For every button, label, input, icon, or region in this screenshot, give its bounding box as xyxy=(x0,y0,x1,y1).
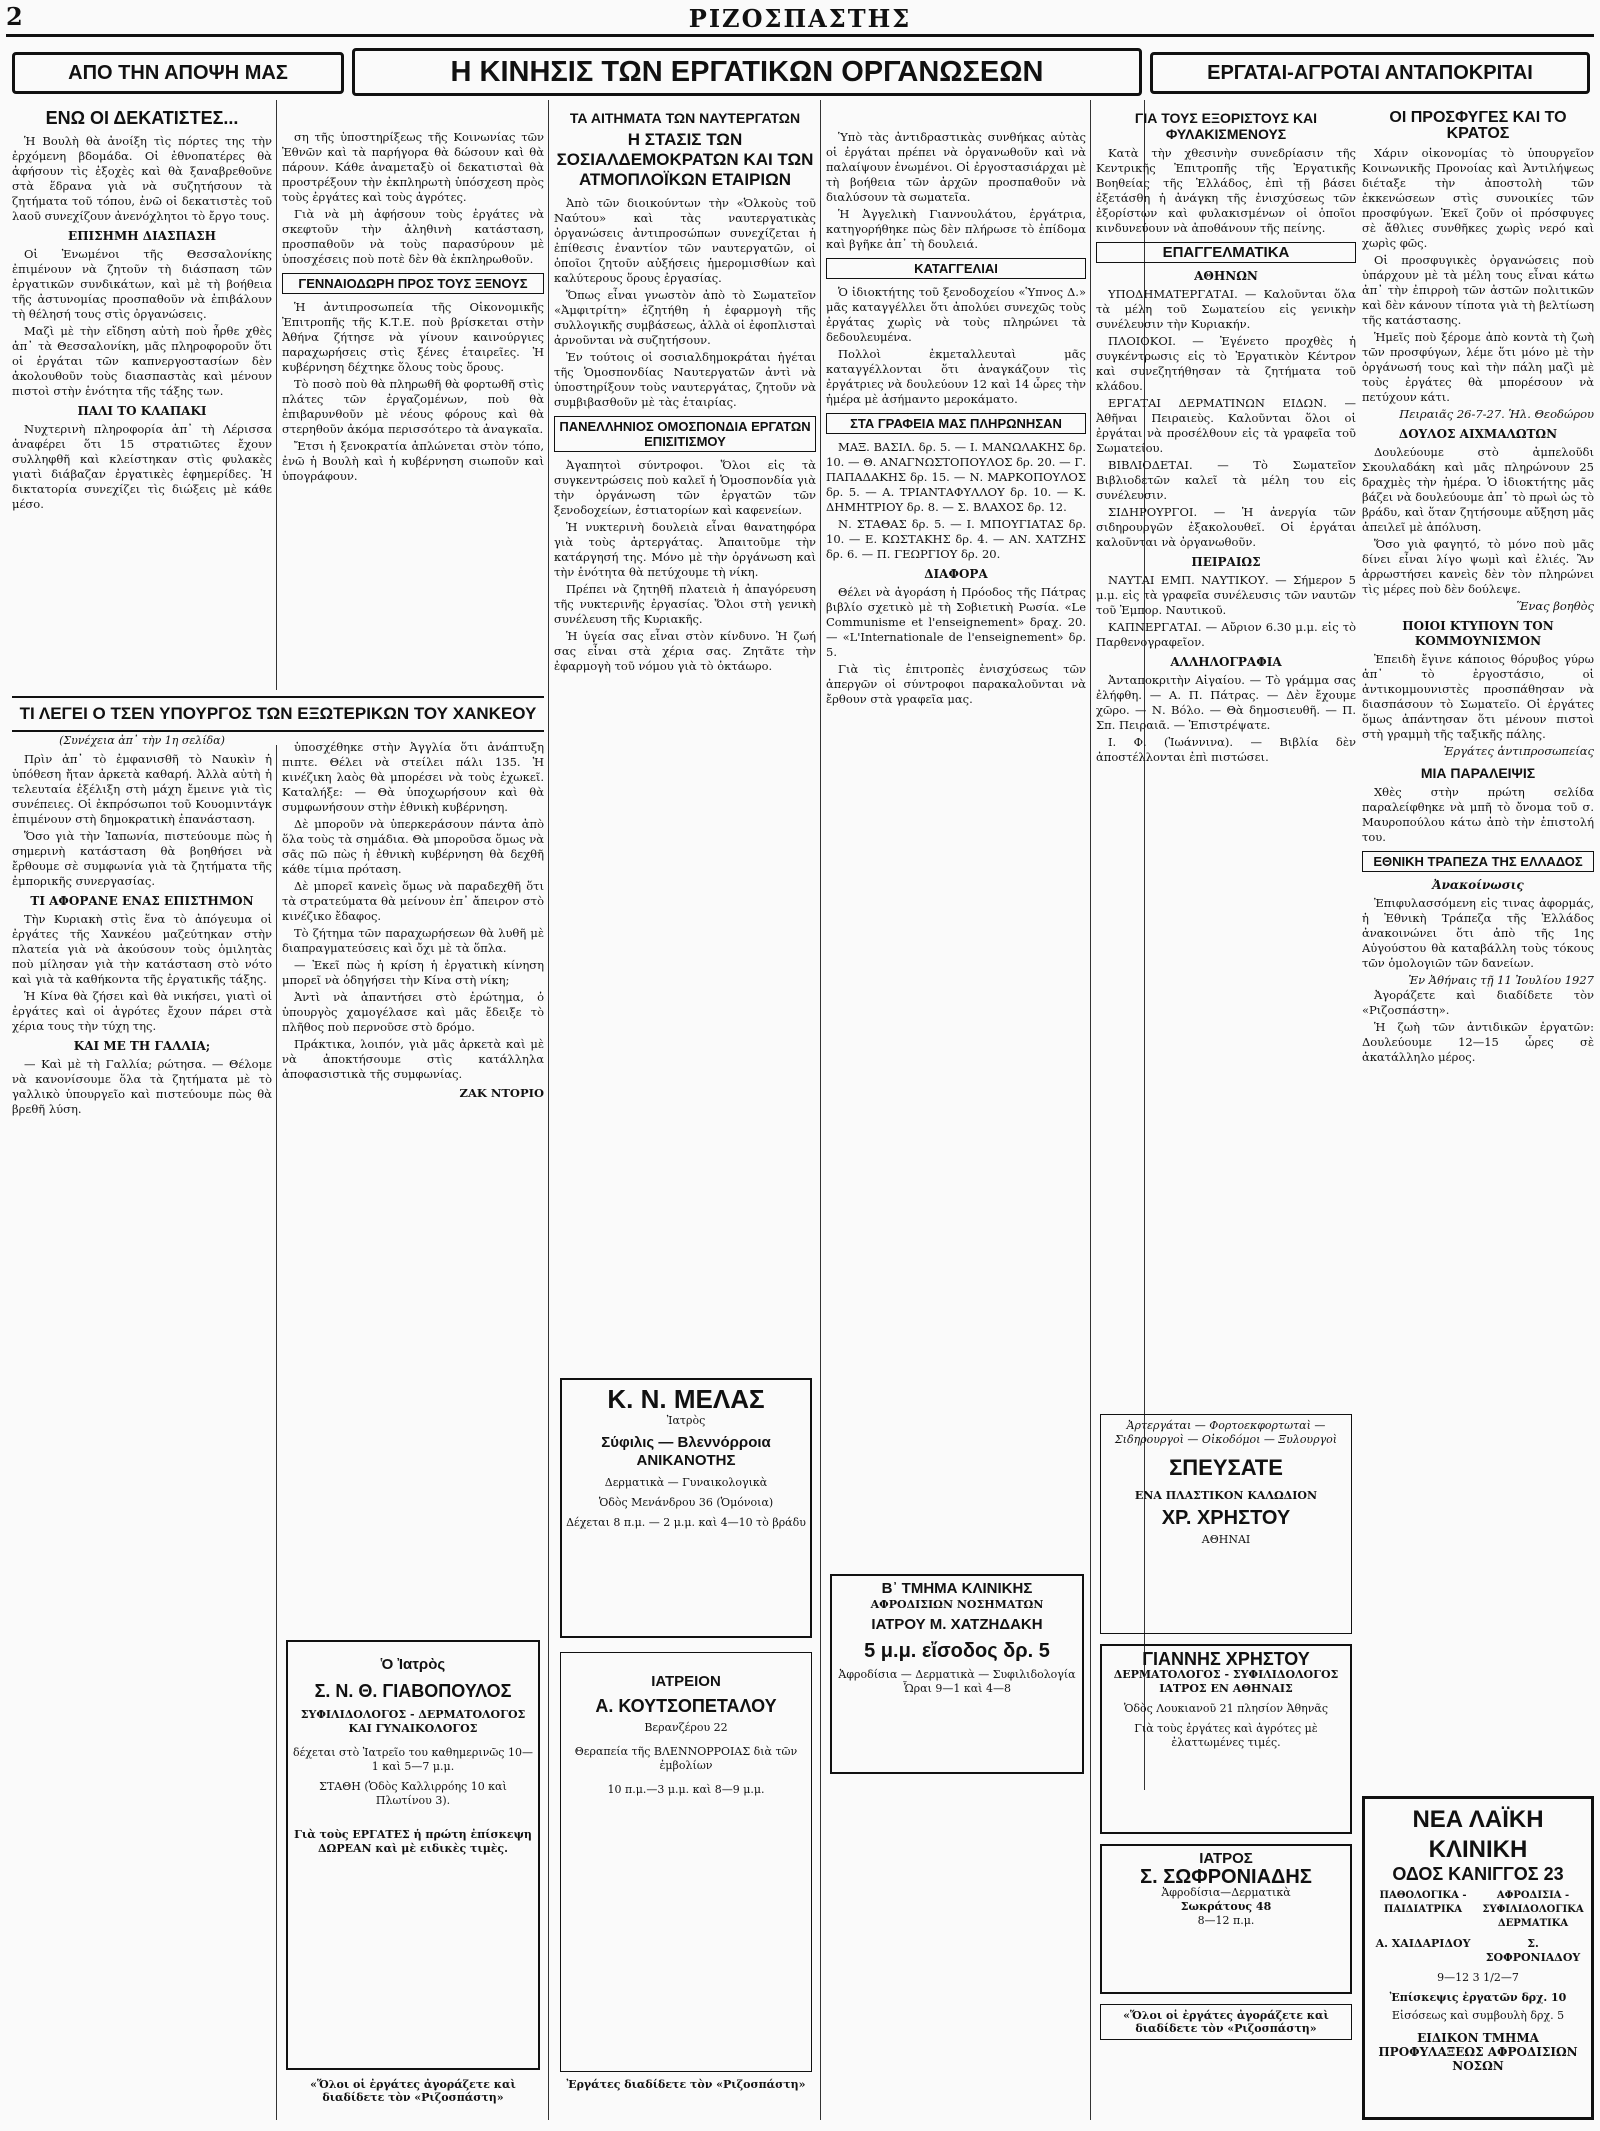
ad-line: ΣΠΕΥΣΑΤΕ xyxy=(1169,1455,1283,1480)
column-4 xyxy=(826,130,1086,1560)
paragraph: Ἡμεῖς ποὺ ξέρομε ἀπὸ κοντὰ τὴ ζωὴ τῶν προσφύγων, λέμε ὅτι μόνο μὲ τὴν ὀργάνωσή τους καὶ τὴν πάλη μαζὶ μὲ τοὺς ἐργάτες θὰ μπορέσουν νὰ πετύχουν κάτι. xyxy=(1362,330,1594,404)
paragraph: Ἡ νυκτερινὴ δουλειὰ εἶναι θανατηφόρα γιὰ τοὺς ἀρτεργάτας. Ἀπαιτοῦμε τὴν κατάργησή της. Μόνο μὲ τὴν ὀργάνωση καὶ τὴν ἑνότητα θὰ πετύχουμε τὴ νίκη. xyxy=(554,520,816,579)
signature: Ἐργάτες ἀντιπροσωπείας xyxy=(1443,744,1594,758)
signature: Ἐν Ἀθήναις τῇ 11 Ἰουλίου 1927 xyxy=(1408,973,1594,987)
paragraph: Γιὰ νὰ μὴ ἀφήσουν τοὺς ἐργάτες νὰ σκεφτοῦν τὴν ἀληθινὴ κατάσταση, προσπαθοῦν νὰ τοὺς παρασύρουν μὲ ὑποσχέσεις ποὺ ποτὲ δὲν θὰ ἐκπληρωθοῦν. xyxy=(282,207,544,266)
ad-line: Ἰατρὸς xyxy=(666,1414,706,1427)
paper-name: ΡΙΖΟΣΠΑΣΤΗΣ xyxy=(688,4,912,33)
page-number: 2 xyxy=(6,2,23,31)
ad-doctor-left: Α. ΧΑΙΔΑΡΙΔΟΥ xyxy=(1375,1937,1471,1950)
ad-line: Ὁ Ἰατρὸς xyxy=(380,1656,446,1673)
subheading: ΚΑΙ ΜΕ ΤΗ ΓΑΛΛΙΑ; xyxy=(73,1039,211,1053)
paragraph: Ἡ Ἀγγελικὴ Γιαννουλάτου, ἐργάτρια, κατηγορήθηκε πὼς δὲν πλήρωσε τὸ ἐπίδομα καὶ βγῆκε ἀπ᾽ τὴ δουλειά. xyxy=(826,207,1086,251)
ad-doctor-christou xyxy=(1100,1644,1352,1834)
ad-name: ΧΡ. ΧΡΗΣΤΟΥ xyxy=(1161,1507,1291,1529)
paragraph: ΜΑΞ. ΒΑΣΙΛ. δρ. 5. — Ι. ΜΑΝΩΛΑΚΗΣ δρ. 10. — Θ. ΑΝΑΓΝΩΣΤΟΠΟΥΛΟΣ δρ. 20. — Γ. ΠΑΠΑΔΑΚΗΣ δρ. 15. — Ν. ΜΑΡΚΟΠΟΥΛΟΣ δρ. 5. — Α. ΤΡΙΑΝΤΑΦΥΛΛΟΥ δρ. 10. — Κ. ΔΗΜΗΤΡΙΟΥ δρ. 8. — Σ. ΒΛΑΧΟΣ δρ. 12. xyxy=(826,440,1086,514)
paragraph: Ἡ ζωὴ τῶν ἀντιδικῶν ἐργατῶν: Δουλεύουμε 12—15 ὧρες σὲ ἀκατάλληλο μέρος. xyxy=(1362,1020,1594,1064)
column-1-top xyxy=(12,104,272,689)
paragraph: ΚΑΠΝΕΡΓΑΤΑΙ. — Αὔριον 6.30 μ.μ. εἰς τὸ Παρθενογραφεῖον. xyxy=(1096,620,1356,649)
paragraph: Ἔτσι ἡ ξενοκρατία ἁπλώνεται στὸν τόπο, ἐνῶ ἡ Βουλὴ καὶ ἡ κυβέρνηση σιωποῦν καὶ ὑπογράφουν. xyxy=(282,439,544,483)
paragraph: Ἡ Κίνα θὰ ζήσει καὶ θὰ νικήσει, γιατὶ οἱ ἐργάτες καὶ οἱ ἀγρότες ἔχουν πάρει στὰ χέρια τους τὴν τύχη της. xyxy=(12,989,272,1033)
ad-doctor-right: Σ. ΣΟΦΡΟΝΙΑΔΟΥ xyxy=(1485,1937,1581,1964)
paragraph: Ἡ Βουλὴ θὰ ἀνοίξη τὶς πόρτες της τὴν ἐρχόμενη βδομάδα. Οἱ ἐθνοπατέρες θὰ ἀφήσουν τὶς ἐξοχὲς καὶ θὰ ξαναβρεθοῦνε στὰ ἕδρανα γιὰ νὰ συζητήσουν τὰ ζητήματα τοῦ τόπου, ἐνῶ οἱ δεκατιστὲς τοῦ λαοῦ συνεχίζουν ἀνενόχλητοι τὸ ἔργο τους. xyxy=(12,134,272,223)
paragraph: Οἱ Ἑνωμένοι τῆς Θεσσαλονίκης ἐπιμένουν νὰ ζητοῦν τὴ διάσπαση τῶν ἐργατικῶν συνδικάτων, καὶ μὲ τὴ βοήθεια τῆς ἀστυνομίας προσπαθοῦν νὰ ἐπιβάλουν τὴ θέλησή τους στὶς ὀργανώσεις. xyxy=(12,247,272,321)
ad-name: Α. ΚΟΥΤΣΟΠΕΤΑΛΟΥ xyxy=(595,1696,777,1716)
ad-dept-right: ΑΦΡΟΔΙΣΙΑ - ΣΥΦΙΛΙΔΟΛΟΓΙΚΑ ΔΕΡΜΑΤΙΚΑ xyxy=(1482,1890,1584,1929)
ad-line: Ἐπίσκεψις ἐργατῶν δρχ. 10 xyxy=(1389,1991,1567,2004)
column-3 xyxy=(554,104,816,1364)
column-divider xyxy=(276,745,277,2120)
ad-line: ΑΘΗΝΑΙ xyxy=(1201,1533,1251,1546)
paragraph: Ἀνταποκριτὴν Αἰγαίου. — Τὸ γράμμα σας ἐλήφθη. — Α. Π. Πάτρας. — Δὲν ἔχουμε χῶρο. — Ν. Βόλο. — Θὰ δημοσιευθῆ. — Π. Σπ. Πειραιᾶ. — Ἐπιστρέψατε. xyxy=(1096,673,1356,732)
signature: Πειραιᾶς 26-7-27. Ἡλ. Θεοδώρου xyxy=(1399,407,1594,421)
paragraph: Δὲ μποροῦν νὰ ὑπερκεράσουν πάντα ἀπὸ ὅλα τοὺς τὰ σημάδια. Θὰ μποροῦσα ὅμως νὰ σᾶς πῶ πὼς ἡ ἐθνικὴ κυβέρνηση θὰ δεχθῆ κάθε τίμια πρόταση. xyxy=(282,817,544,876)
column-2-bottom xyxy=(282,740,544,1620)
paragraph: — Καὶ μὲ τὴ Γαλλία; ρώτησα. — Θέλομε νὰ κανονίσουμε ὅλα τὰ ζητήματα μὲ τὸ γαλλικὸ ὑπουργεῖο καὶ πιστεύουμε πὼς θὰ βρεθῆ λύση. xyxy=(12,1057,272,1116)
article-title: ΤΑ ΑΙΤΗΜΑΤΑ ΤΩΝ ΝΑΥΤΕΡΓΑΤΩΝ xyxy=(569,110,801,126)
paragraph: Ἀγοράζετε καὶ διαδίδετε τὸν «Ριζοσπάστη». xyxy=(1362,988,1594,1017)
ad-line: ΕΙΔΙΚΟΝ ΤΜΗΜΑ ΠΡΟΦΥΛΑΞΕΩΣ ΑΦΡΟΔΙΣΙΩΝ ΝΟΣΩΝ xyxy=(1378,2031,1578,2073)
article-title: ΓΙΑ ΤΟΥΣ ΕΞΟΡΙΣΤΟΥΣ ΚΑΙ ΦΥΛΑΚΙΣΜΕΝΟΥΣ xyxy=(1134,110,1318,142)
paragraph: — Ἐκεῖ πὼς ἡ κρίση ἡ ἐργατικὴ κίνηση μπορεῖ νὰ ὁδηγήσει τὴν Κίνα στὴ νίκη; xyxy=(282,958,544,987)
paragraph: Ἀγαπητοὶ σύντροφοι. Ὅλοι εἰς τὰ συγκεντρώσεις ποὺ καλεῖ ἡ Ὁμοσπονδία γιὰ τὴν ὀργάνωση τῶν ἐργατῶν τῶν ξενοδοχείων, ἑστιατορίων καὶ καφενείων. xyxy=(554,458,816,517)
paragraph: Κατὰ τὴν χθεσινὴν συνεδρίασιν τῆς Κεντρικῆς Ἐπιτροπῆς τῆς Ἐργατικῆς Βοηθείας τῆς Ἑλλάδος, ἐπὶ τῇ βάσει ἐξετάσθη ἡ ἀνάγκη τῆς ἐνισχύσεως τῶν ἐξορίστων καὶ φυλακισμένων οἱ ὁποῖοι κινδυνεύουν νὰ ἀποθάνουν τῆς πείνης. xyxy=(1096,146,1356,235)
paragraph: ΝΑΥΤΑΙ ΕΜΠ. ΝΑΥΤΙΚΟΥ. — Σήμερον 5 μ.μ. εἰς τὰ γραφεῖα συνέλευσις τῶν ναυτῶν τοῦ Ἐμπορ. Ναυτικοῦ. xyxy=(1096,573,1356,617)
paragraph: Πολλοὶ ἐκμεταλλευταὶ μᾶς καταγγέλλονται ὅτι ἀναγκάζουν τὶς ἐργάτριες νὰ δουλεύουν 12 καὶ 14 ὧρες τὴν ἡμέρα μὲ ἀσήμαντο μεροκάματο. xyxy=(826,347,1086,406)
column-6 xyxy=(1362,104,1594,1784)
ad-clinic-chatzidaki xyxy=(830,1574,1084,1774)
ad-name: Κ. Ν. ΜΕΛΑΣ xyxy=(607,1384,765,1414)
article-subtitle: Η ΣΤΑΣΙΣ ΤΩΝ ΣΟΣΙΑΛΔΕΜΟΚΡΑΤΩΝ ΚΑΙ ΤΩΝ ΑΤΜΟΠΛΟΪΚΩΝ ΕΤΑΙΡΙΩΝ xyxy=(556,130,814,189)
paragraph: ΠΛΟΙΟΚΟΙ. — Ἐγένετο προχθὲς ἡ συγκέντρωσις εἰς τὸ Ἐργατικὸν Κέντρον καὶ συνεζητήθησαν τὰ ζητήματα τοῦ κλάδου. xyxy=(1096,334,1356,393)
paragraph: ΣΙΔΗΡΟΥΡΓΟΙ. — Ἡ ἀνεργία τῶν σιδηρουργῶν ἐξακολουθεῖ. Οἱ ἐργάται καλοῦνται νὰ ὀργανωθοῦν. xyxy=(1096,505,1356,549)
subheading: ΤΙ ΑΦΟΡΑΝΕ ΕΝΑΣ ΕΠΙΣΤΗΜΟΝ xyxy=(30,894,254,908)
ad-name: ΝΕΑ ΛΑΪΚΗ ΚΛΙΝΙΚΗ xyxy=(1412,1806,1544,1863)
paragraph: ΒΙΒΛΙΟΔΕΤΑΙ. — Τὸ Σωματεῖον Βιβλιοδετῶν καλεῖ τὰ μέλη του εἰς συνέλευσιν. xyxy=(1096,458,1356,502)
paragraph: Νυχτερινὴ πληροφορία ἀπ᾽ τὴ Λέρισσα ἀναφέρει ὅτι 15 στρατιῶτες ἔχουν συλληφθῆ καὶ κλείστηκαν στὶς φυλακὲς γιατὶ διάβαζαν ἐργατικὲς ἐφημερίδες. Ἡ δικτατορία συνεχίζει τὶς διώξεις μὲ κάθε μέσο. xyxy=(12,422,272,511)
subheading: Ἀνακοίνωσις xyxy=(1432,878,1524,892)
ad-line: Γιὰ τοὺς ἐργάτες καὶ ἀγρότες μὲ ἐλαττωμένες τιμές. xyxy=(1134,1722,1318,1749)
section-header-right: ΕΡΓΑΤΑΙ-ΑΓΡΟΤΑΙ ΑΝΤΑΠΟΚΡΙΤΑΙ xyxy=(1150,52,1590,94)
ad-name: Σ. Ν. Θ. ΓΙΑΒΟΠΟΥΛΟΣ xyxy=(314,1681,512,1701)
footer-slogan: «Ὅλοι οἱ ἐργάτες ἀγοράζετε καὶ διαδίδετε τὸν «Ριζοσπάστη» xyxy=(310,2078,516,2104)
ad-doctor-melas xyxy=(560,1378,812,1638)
paragraph: Γιὰ τὶς ἐπιτροπὲς ἐνισχύσεως τῶν ἀπεργῶν οἱ σύντροφοι παρακαλοῦνται νὰ ἔρθουν στὰ γραφεῖα μας. xyxy=(826,662,1086,706)
column-divider xyxy=(820,100,821,2120)
subheading-boxed: ΣΤΑ ΓΡΑΦΕΙΑ ΜΑΣ ΠΛΗΡΩΝΗΣΑΝ xyxy=(826,413,1086,434)
signature: Ἕνας βοηθὸς xyxy=(1516,599,1594,613)
ad-line: Ἀφροδίσια — Δερματικὰ — Συφιλιδολογία xyxy=(838,1668,1076,1681)
footer-slogan: «Ὅλοι οἱ ἐργάτες ἀγοράζετε καὶ διαδίδετε τὸν «Ριζοσπάστη» xyxy=(1100,2004,1352,2040)
paragraph: Χθὲς στὴν πρώτη σελίδα παραλείφθηκε νὰ μπῆ τὸ ὄνομα τοῦ σ. Μαυροπούλου κάτω ἀπὸ τὴν ἐπιστολή του. xyxy=(1362,785,1594,844)
paragraph: Δουλεύουμε στὸ ἀμπελοῦδι Σκουλαδάκη καὶ μᾶς πληρώνουν 25 δραχμὲς τὴν ἡμέρα. Ὁ ἰδιοκτήτης μᾶς βάζει νὰ δουλεύουμε ἀπ᾽ τὸ πρωὶ ὡς τὸ βράδυ, καὶ ὅταν ζητήσουμε αὔξηση μᾶς ἀπειλεῖ μὲ ἀπόλυση. xyxy=(1362,445,1594,534)
ad-line: Βερανζέρου 22 xyxy=(644,1721,728,1734)
ad-line: 8—12 π.μ. xyxy=(1197,1914,1255,1927)
paragraph: ΥΠΟΔΗΜΑΤΕΡΓΑΤΑΙ. — Καλοῦνται ὅλα τὰ μέλη τοῦ Σωματείου εἰς γενικὴν συνέλευσιν τὴν Κυριακήν. xyxy=(1096,287,1356,331)
paragraph: Ι. Φ. (Ἰωάννινα). — Βιβλία δὲν ἀποστέλλονται ἐπὶ πιστώσει. xyxy=(1096,735,1356,764)
subheading: ΔΟΥΛΟΣ ΑΙΧΜΑΛΩΤΩΝ xyxy=(1398,427,1558,441)
paragraph: Ἐπειδὴ ἔγινε κάποιος θόρυβος γύρω ἀπ᾽ τὸ ἐργοστάσιο, οἱ ἀντικομμουνιστὲς προσπάθησαν νὰ διασπάσουν τὸ Σωματεῖο. Οἱ ἐργάτες ὅμως ἀπάντησαν ὅτι μένουν πιστοὶ στὴ γραμμὴ τῆς ταξικῆς πάλης. xyxy=(1362,652,1594,741)
rule xyxy=(12,696,544,698)
paragraph: ση τῆς ὑποστηρίξεως τῆς Κοινωνίας τῶν Ἐθνῶν καὶ τὰ παρήγορα θὰ δώσουν καὶ θὰ πάρουν. Κάθε ἀναμεταξὺ οἱ δεκατισταὶ θὰ προστρέξουν τὴν ἐκπληρωτὴ ὑπόσχεση πρὸς τοὺς ἐργάτες καὶ τοὺς ἀγρότες. xyxy=(282,130,544,204)
paragraph: Πράκτικα, λοιπόν, γιὰ μᾶς ἀρκετὰ καὶ μὲ νὰ ἀποκτήσουμε στὶς κατάλληλα ἀποφασιστικὰ τῆς συμφωνίας. xyxy=(282,1037,544,1081)
paragraph: Θέλει νὰ ἀγοράση ἡ Πρόοδος τῆς Πάτρας βιβλίο σχετικὸ μὲ τὴ Σοβιετικὴ Ρωσία. «Le Communisme et l'enseignement» δραχ. 20. — «L'Internationale de l'enseignement» δρ. 5. xyxy=(826,585,1086,659)
ad-line: ΙΑΤΡΟΣ ΕΝ ΑΘΗΝΑΙΣ xyxy=(1159,1682,1293,1695)
ad-line: Ὁδὸς Λουκιανοῦ 21 πλησίον Ἀθηνᾶς xyxy=(1123,1702,1329,1715)
paragraph: Τὸ ζήτημα τῶν παραχωρήσεων θὰ λυθῆ μὲ διαπραγματεύσεις καὶ ὄχι μὲ τὰ ὅπλα. xyxy=(282,926,544,955)
ad-line: 5 μ.μ. εἴσοδος δρ. 5 xyxy=(864,1640,1050,1662)
subheading-boxed: ΠΑΝΕΛΛΗΝΙΟΣ ΟΜΟΣΠΟΝΔΙΑ ΕΡΓΑΤΩΝ ΕΠΙΣΙΤΙΣΜΟΥ xyxy=(554,416,816,452)
ad-dept-left: ΠΑΘΟΛΟΓΙΚΑ - ΠΑΙΔΙΑΤΡΙΚΑ xyxy=(1379,1890,1467,1915)
column-divider xyxy=(276,100,277,690)
ad-line: ΔΕΡΜΑΤΟΛΟΓΟΣ - ΣΥΦΙΛΙΔΟΛΟΓΟΣ xyxy=(1113,1668,1339,1681)
ad-iatreion-koutsopetalou xyxy=(560,1652,812,2072)
ad-line: 9—12 3 1/2—7 xyxy=(1437,1971,1519,1984)
subheading-boxed: ΕΠΑΓΓΕΛΜΑΤΙΚΑ xyxy=(1096,242,1356,263)
ad-line: Ὧραι 9—1 καὶ 4—8 xyxy=(903,1682,1011,1695)
ad-line: Εἰσόσεως καὶ συμβουλὴ δρχ. 5 xyxy=(1391,2009,1565,2022)
article-headline: ΤΙ ΛΕΓΕΙ Ο ΤΣΕΝ ΥΠΟΥΡΓΟΣ ΤΩΝ ΕΞΩΤΕΡΙΚΩΝ ΤΟΥ ΧΑΝΚΕΟΥ xyxy=(19,704,537,723)
paragraph: Ὅσο γιὰ τὴν Ἰαπωνία, πιστεύουμε πὼς ἡ σημερινὴ κατάσταση θὰ βοηθήσει νὰ ἔρθουμε σὲ συμφωνία γιὰ τὰ ζητήματα τῆς ἐμπορικῆς συνεργασίας. xyxy=(12,829,272,888)
subheading: ΑΘΗΝΩΝ xyxy=(1194,269,1258,283)
column-5 xyxy=(1096,104,1356,1404)
ad-line: Δερματικὰ — Γυναικολογικὰ xyxy=(604,1476,768,1489)
ad-name: ΙΑΤΡΟΥ Μ. ΧΑΤΖΗΔΑΚΗ xyxy=(871,1616,1043,1633)
paragraph: Μαζὶ μὲ τὴν εἴδηση αὐτὴ ποὺ ἦρθε χθὲς ἀπ᾽ τὰ Θεσσαλονίκη, μᾶς πληροφοροῦν ὅτι οἱ ἐργάται τῶν καπνεργοστασίων δὲν ἀκολουθοῦν τοὺς διασπαστὰς καὶ μένουν πιστοὶ στὴν ἑνότητα τῆς τάξης των. xyxy=(12,324,272,398)
paragraph: Πρὶν ἀπ᾽ τὸ ἐμφανισθῆ τὸ Ναυκὶν ἡ ὑπόθεση ἤταν ἀρκετὰ καθαρή. Ἀλλὰ αὐτὴ ἡ τελευταία ἐξέλιξη στὴ μάχη ἔμεινε γιὰ τὶς συνέπειες. Οἱ ἐκπρόσωποι τοῦ Κουομιντάγκ ἐπιμένουν στὴ δημοκρατικὴ ἐπανάσταση. xyxy=(12,752,272,826)
paragraph: Ν. ΣΤΑΘΑΣ δρ. 5. — Ι. ΜΠΟΥΓΙΑΤΑΣ δρ. 10. — Ε. ΚΩΣΤΑΚΗΣ δρ. 4. — ΑΝ. ΧΑΤΖΗΣ δρ. 6. — Π. ΓΕΩΡΓΙΟΥ δρ. 20. xyxy=(826,517,1086,561)
paragraph: Ἡ ἀντιπροσωπεία τῆς Οἰκονομικῆς Ἐπιτροπῆς τῆς Κ.Τ.Ε. ποὺ βρίσκεται στὴν Ἀθήνα ζήτησε νὰ γίνουν καινούργιες παραχωρήσεις στὶς ξένες ἑταιρεῖες. Ἡ κυβέρνηση δέχτηκε ὅλους τοὺς ὅρους. xyxy=(282,300,544,374)
rule xyxy=(12,730,544,732)
ad-line: ΑΦΡΟΔΙΣΙΩΝ ΝΟΣΗΜΑΤΩΝ xyxy=(870,1598,1044,1611)
ad-line: Γιὰ τοὺς ΕΡΓΑΤΕΣ ἡ πρώτη ἐπίσκεψη ΔΩΡΕΑΝ καὶ μὲ ειδικὲς τιμὲς. xyxy=(294,1828,532,1855)
ad-doctor-giavopoulos xyxy=(286,1640,540,2070)
subheading-boxed: ΚΑΤΑΓΓΕΛΙΑΙ xyxy=(826,258,1086,279)
ad-line: Β᾽ ΤΜΗΜΑ ΚΛΙΝΙΚΗΣ xyxy=(881,1580,1033,1597)
subheading-boxed: ΓΕΝΝΑΙΟΔΩΡΗ ΠΡΟΣ ΤΟΥΣ ΞΕΝΟΥΣ xyxy=(282,273,544,294)
ad-line: ΟΔΟΣ ΚΑΝΙΓΓΟΣ 23 xyxy=(1392,1864,1564,1884)
footer-slogan: Ἐργάτες διαδίδετε τὸν «Ριζοσπάστη» xyxy=(566,2078,806,2091)
paragraph: Ὅσο γιὰ φαγητό, τὸ μόνο ποὺ μᾶς δίνει εἶναι λίγο ψωμὶ καὶ ἐλιές. Ἂν ἀρρωστήσει κανεὶς δὲν τὸν πληρώνει τὶς μέρες ποὺ δὲν δούλεψε. xyxy=(1362,537,1594,596)
paragraph: Ἐν τούτοις οἱ σοσιαλδημοκράται ἡγέται τῆς Ὁμοσπονδίας Ναυτεργατῶν ἀντὶ νὰ ὑποστηρίξουν τοὺς ναυτεργάτας, ζητοῦν νὰ συμβιβασθοῦν μὲ τὰς ἑταιρίας. xyxy=(554,350,816,409)
ad-line: Σωκράτους 48 xyxy=(1180,1900,1272,1913)
subheading-boxed: ΕΘΝΙΚΗ ΤΡΑΠΕΖΑ ΤΗΣ ΕΛΛΑΔΟΣ xyxy=(1362,851,1594,872)
signature: ΖΑΚ ΝΤΟΡΙΟ xyxy=(459,1086,544,1100)
ad-line: 10 π.μ.—3 μ.μ. καὶ 8—9 μ.μ. xyxy=(607,1783,765,1796)
paragraph: Ὁ ἰδιοκτήτης τοῦ ξενοδοχείου «Ὑπνος Δ.» μᾶς καταγγέλλει ὅτι ἀπολύει συνεχῶς τοὺς ἐργάτας χωρὶς νὰ τοὺς πληρώνει τὰ δεδουλευμένα. xyxy=(826,285,1086,344)
ad-name: ΓΙΑΝΝΗΣ ΧΡΗΣΤΟΥ xyxy=(1142,1649,1310,1669)
paragraph: Τὴν Κυριακὴ στὶς ἕνα τὸ ἀπόγευμα οἱ ἐργάτες τῆς Χανκέου μαζεύτηκαν στὴν πλατεία γιὰ νὰ ἀκούσουν τοὺς ὁμιλητὰς ποὺ μίλησαν γιὰ τὴν κατάσταση στὸ νότο καὶ γιὰ τὰ καθήκοντα τῆς ἐργατικῆς τάξης. xyxy=(12,912,272,986)
subheading: ΜΙΑ ΠΑΡΑΛΕΙΨΙΣ xyxy=(1420,765,1536,781)
paragraph: Οἱ προσφυγικὲς ὀργανώσεις ποὺ ὑπάρχουν μὲ τὰ μέλη τους εἶναι κάτω ἀπ᾽ τὴν ἐπιρροὴ τῶν ἀστῶν πολιτικῶν καὶ δὲν κάνουν τίποτα γιὰ τὴ βελτίωση τῆς κατάστασης. xyxy=(1362,253,1594,327)
ad-line: δέχεται στὸ Ἰατρεῖο του καθημερινῶς 10—1 καὶ 5—7 μ.μ. xyxy=(293,1746,533,1773)
ad-line: Θεραπεία τῆς ΒΛΕΝΝΟΡΡΟΙΑΣ διὰ τῶν ἐμβολίων xyxy=(574,1745,798,1772)
ad-line: Ἀφροδίσια—Δερματικὰ xyxy=(1161,1886,1291,1899)
subheading: ΠΕΙΡΑΙΩΣ xyxy=(1191,555,1261,569)
paragraph: Ὑπὸ τὰς ἀντιδραστικὰς συνθήκας αὐτὰς οἱ ἐργάται πρέπει νὰ ὀργανωθοῦν καὶ νὰ παλαίψουν ἑνωμένοι. Οἱ ἐργοστασιάρχαι μὲ τὴ βοήθεια τῶν ἀρχῶν προσπαθοῦν νὰ διαλύσουν τὰ σωματεῖα. xyxy=(826,130,1086,204)
ad-line: Σύφιλις — Βλεννόρροια ΑΝΙΚΑΝΟΤΗΣ xyxy=(601,1434,771,1469)
column-divider xyxy=(1090,100,1091,2120)
paragraph: Τὸ ποσὸ ποὺ θὰ πληρωθῆ θὰ φορτωθῆ στὶς πλάτες τῶν ἐργαζομένων, ποὺ θὰ ἐπιβαρυνθοῦν μὲ νέους φόρους καὶ θὰ στερηθοῦν ἀκόμα περισσότερο τὰ ἀναγκαῖα. xyxy=(282,377,544,436)
ad-line: ΙΑΤΡΟΣ xyxy=(1199,1850,1253,1867)
subheading: ΔΙΑΦΟΡΑ xyxy=(924,567,988,581)
paragraph: Δὲ μπορεῖ κανεὶς ὅμως νὰ παραδεχθῆ ὅτι τὰ στρατεύματα θὰ μείνουν ἐπ᾽ ἄπειρον στὸ κινέζικο ἔδαφος. xyxy=(282,879,544,923)
ad-nea-laiki-kliniki xyxy=(1362,1796,1594,2120)
paragraph: ΕΡΓΑΤΑΙ ΔΕΡΜΑΤΙΝΩΝ ΕΙΔΩΝ. — Ἀθῆναι Πειραιεὺς. Καλοῦνται ὅλοι οἱ ἐργάται νὰ προσέλθουν εἰς τὰ γραφεῖα τοῦ Σωματείου. xyxy=(1096,396,1356,455)
subheading: ΠΟΙΟΙ ΚΤΥΠΟΥΝ ΤΟΝ ΚΟΜΜΟΥΝΙΣΜΟΝ xyxy=(1402,619,1554,648)
subheading: ΑΛΛΗΛΟΓΡΑΦΙΑ xyxy=(1170,655,1282,669)
paragraph: Ἀπὸ τῶν διοικούντων τὴν «Ὀλκοὺς τοῦ Ναύτου» καὶ τὰς ναυτεργατικὰς ὀργανώσεις ἀντιπροσώπων συνεχίζεται ἡ ἐπίθεσις ἐναντίον τῶν ναυτεργατῶν, οἱ ὁποῖοι ζητοῦν αὐξήσεις ἡμερομισθίων καὶ καλύτερους ὅρους ἐργασίας. xyxy=(554,196,816,285)
ad-name: Σ. ΣΩΦΡΟΝΙΑΔΗΣ xyxy=(1140,1866,1312,1888)
ad-line: ΣΤΑΘΗ (Ὁδὸς Καλλιρρόης 10 καὶ Πλωτίνου 3). xyxy=(319,1780,507,1807)
paragraph: Ἀντὶ νὰ ἀπαντήσει στὸ ἐρώτημα, ὁ ὑπουργὸς χαμογέλασε καὶ μᾶς ἔδειξε τὸ πλῆθος ποὺ περνοῦσε στὸ δρόμο. xyxy=(282,990,544,1034)
paragraph: Πρέπει νὰ ζητηθῆ πλατειὰ ἡ ἀπαγόρευση τῆς νυκτερινῆς ἐργασίας. Ὅλοι στὴ γενικὴ συνέλευση τῆς Κυριακῆς. xyxy=(554,582,816,626)
continuation-note: (Συνέχεια ἀπ᾽ τὴν 1η σελίδα) xyxy=(59,734,225,747)
ad-doctor-sofronidis xyxy=(1100,1844,1352,1994)
article-title: ΟΙ ΠΡΟΣΦΥΓΕΣ ΚΑΙ ΤΟ ΚΡΑΤΟΣ xyxy=(1389,109,1567,142)
paragraph: Ὅπως εἶναι γνωστὸν ἀπὸ τὸ Σωματεῖον «Ἀμφιτρίτη» ἐζητήθη ἡ ἐφαρμογὴ τῆς συλλογικῆς συμβάσεως, ἀλλὰ οἱ ἐφοπλισταὶ ἀρνοῦνται νὰ συζητήσουν. xyxy=(554,288,816,347)
paragraph: ὑποσχέθηκε στὴν Ἀγγλία ὅτι ἀνάπτυξη πιπτε. Θέλει νὰ στείλει πάλι 135. Ἡ κινέζικη λαὸς θὰ μπορέσει νὰ τοὺς ἐχωκεῖ. Καταλήξε: — Θὰ ὑποχωρήσουν καὶ θὰ συμφωνήσουν στὴν ἐθνικὴ κυβέρνηση. xyxy=(282,740,544,814)
subheading: ΠΑΛΙ ΤΟ ΚΛΑΠΑΚΙ xyxy=(77,404,207,418)
section-header-center: Η ΚΙΝΗΣΙΣ ΤΩΝ ΕΡΓΑΤΙΚΩΝ ΟΡΓΑΝΩΣΕΩΝ xyxy=(352,48,1142,96)
ad-line: Δέχεται 8 π.μ. — 2 μ.μ. καὶ 4—10 τὸ βράδυ xyxy=(566,1516,806,1529)
article-title: ΕΝΩ ΟΙ ΔΕΚΑΤΙΣΤΕΣ... xyxy=(45,108,239,128)
ad-line: ΕΝΑ ΠΛΑΣΤΙΚΟΝ ΚΑΛΩΔΙΟΝ xyxy=(1134,1489,1318,1502)
ad-line: Ἀρτεργάται — Φορτοεκφορτωταὶ — Σιδηρουργοὶ — Οἰκοδόμοι — Ξυλουργοὶ xyxy=(1114,1419,1338,1446)
masthead-rule xyxy=(6,34,1594,37)
column-divider xyxy=(548,100,549,2120)
column-1-bottom xyxy=(12,752,272,2122)
section-header-left: ΑΠΟ ΤΗΝ ΑΠΟΨΗ ΜΑΣ xyxy=(12,52,344,94)
ad-spevsate xyxy=(1100,1414,1352,1634)
paragraph: Χάριν οἰκονομίας τὸ ὑπουργεῖον Κοινωνικῆς Προνοίας καὶ Ἀντιλήψεως διέταξε τὴν ἀποστολὴ τῶν ἐκκενώσεων στὶς συνοικίες τῶν προσφύγων. Ἐκεῖ ζοῦν οἱ πρόσφυγες σὲ ἄθλιες συνθῆκες χωρὶς νερό καὶ χωρὶς φῶς. xyxy=(1362,146,1594,250)
paragraph: Ἐπιφυλασσόμενη εἰς τινας ἀφορμάς, ἡ Ἐθνικὴ Τράπεζα τῆς Ἑλλάδος ἀνακοινώνει ὅτι ἀπὸ τῆς 1ης Αὐγούστου θὰ καταβάλλη τοὺς τόκους τῶν ὁμολογιῶν τῶν δανείων. xyxy=(1362,896,1594,970)
ad-line: ΙΑΤΡΕΙΟΝ xyxy=(651,1673,721,1690)
ad-line: Ὁδὸς Μενάνδρου 36 (Ὁμόνοια) xyxy=(598,1496,774,1509)
paragraph: Ἡ ὑγεία σας εἶναι στὸν κίνδυνο. Ἡ ζωή σας εἶναι στὰ χέρια σας. Ζητᾶτε τὴν ἐφαρμογὴ τοῦ νόμου γιὰ τὸ ὀκτάωρο. xyxy=(554,629,816,673)
ad-line: ΣΥΦΙΛΙΔΟΛΟΓΟΣ - ΔΕΡΜΑΤΟΛΟΓΟΣ ΚΑΙ ΓΥΝΑΙΚΟΛΟΓΟΣ xyxy=(300,1708,526,1735)
subheading: ΕΠΙΣΗΜΗ ΔΙΑΣΠΑΣΗ xyxy=(68,229,216,243)
column-2-top xyxy=(282,130,544,690)
